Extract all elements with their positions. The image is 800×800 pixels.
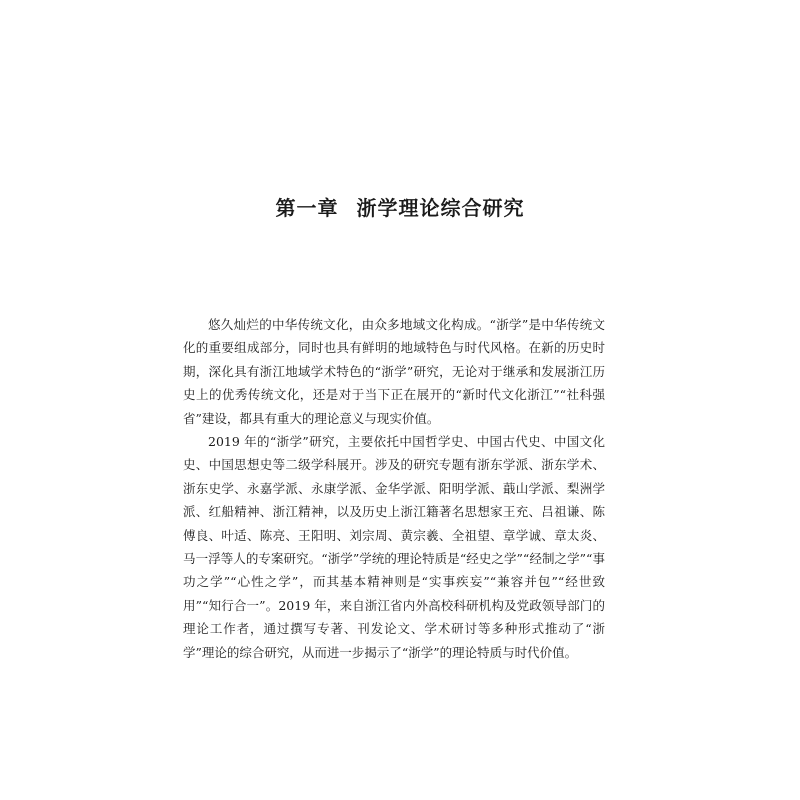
chapter-heading xyxy=(0,192,800,221)
chapter-title: 浙学理论综合研究 xyxy=(356,196,525,220)
chapter-number: 第一章 xyxy=(275,196,339,220)
paragraph-2: 2019 年的“浙学”研究，主要依托中国哲学史、中国古代史、中国文化史、中国思想史等二级学科展开。涉及的研究专题有浙东学派、浙东学术、浙东史学、永嘉学派、永康学派、金华学派、阳明学派、蕺山学派、梨洲学派、红船精神、浙江精神，以及历史上浙江籍著名思想家王充、吕祖谦、陈傅良、叶适、陈亮、王阳明、刘宗周、黄宗羲、全祖望、章学诚、章太炎、马一浮等人的专案研究。“浙学”学统的理论特质是“经史之学”“经制之学”“事功之学”“心性之学”，而其基本精神则是“实事疾妄”“兼容并包”“经世致用”“知行合一”。2019 年，来自浙江省内外高校科研机构及党政领导部门的理论工作者，通过撰写专著、刊发论文、学术研讨等多种形式推动了“浙学”理论的综合研究，从而进一步揭示了“浙学”的理论特质与时代价值。 xyxy=(183,434,605,660)
chapter-body xyxy=(183,313,605,664)
paragraph-1: 悠久灿烂的中华传统文化，由众多地域文化构成。“浙学”是中华传统文化的重要组成部分，同时也具有鲜明的地域特色与时代风格。在新的历史时期，深化具有浙江地域学术特色的“浙学”研究，无论对于继承和发展浙江历史上的优秀传统文化，还是对于当下正在展开的“新时代文化浙江”“社科强省”建设，都具有重大的理论意义与现实价值。 xyxy=(183,317,605,426)
